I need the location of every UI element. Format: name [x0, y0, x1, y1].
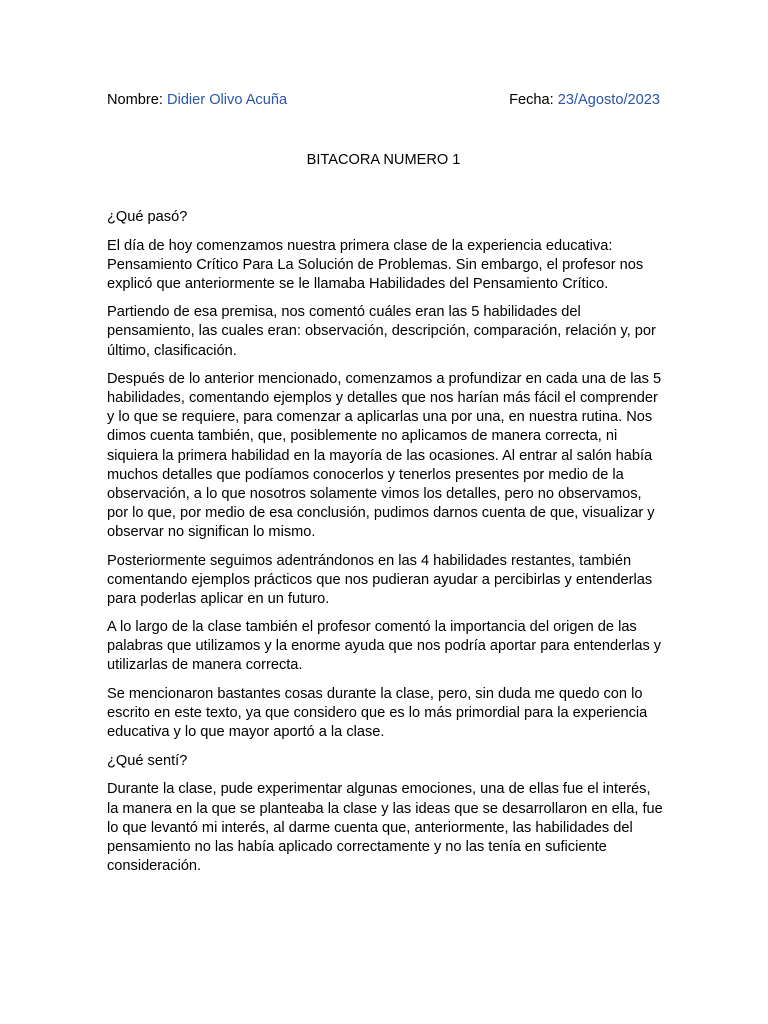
paragraph: Partiendo de esa premisa, nos comentó cuáles eran las 5 habilidades del pensamiento, las cuales eran: observación, descripción, comparación, relación y, por último, clasificación.: [107, 304, 656, 359]
paragraph: El día de hoy comenzamos nuestra primera clase de la experiencia educativa: Pensamiento Crítico Para La Solución de Problemas. Sin embargo, el profesor nos explicó que anteriormente se le llamaba Habilidades del Pensamiento Crítico.: [107, 237, 644, 292]
section-question-2: ¿Qué sentí?: [107, 752, 188, 769]
date-field: [509, 90, 660, 110]
name-field: [107, 90, 287, 110]
document-body: [107, 208, 663, 885]
date-label: Fecha:: [509, 92, 554, 108]
name-value: Didier Olivo Acuña: [167, 92, 288, 108]
paragraph: A lo largo de la clase también el profesor comentó la importancia del origen de las palabras que utilizamos y la enorme ayuda que nos podría aportar para entenderlas y utilizarlas de manera correcta.: [107, 619, 662, 674]
section-question-1: ¿Qué pasó?: [107, 209, 188, 225]
paragraph: Posteriormente seguimos adentrándonos en las 4 habilidades restantes, también comentando ejemplos prácticos que nos pudieran ayudar a percibirlas y entenderlas para poderlas aplicar en un futuro.: [107, 552, 653, 607]
paragraph: Se mencionaron bastantes cosas durante la clase, pero, sin duda me quedo con lo escrito en este texto, ya que considero que es lo más primordial para la experiencia educativa y lo que mayor aportó a la clase.: [107, 686, 648, 741]
document-header: [107, 90, 660, 112]
date-value: 23/Agosto/2023: [557, 92, 660, 108]
document-title: BITACORA NUMERO 1: [306, 152, 461, 168]
name-label: Nombre:: [107, 92, 163, 108]
paragraph: Durante la clase, pude experimentar algunas emociones, una de ellas fue el interés, la manera en la que se planteaba la clase y las ideas que se desarrollaron en ella, fue lo que levantó mi interés, al darme cuenta que, anteriormente, las habilidades del pensamiento no las había aplicado correctamente y no las tenía en suficiente consideración.: [107, 781, 663, 874]
paragraph: Después de lo anterior mencionado, comenzamos a profundizar en cada una de las 5 habilidades, comentando ejemplos y detalles que nos harían más fácil el comprender y lo que se requiere, para comenzar a aplicarlas una por una, en nuestra rutina. Nos dimos cuenta también, que, posiblemente no aplicamos de manera correcta, ni siquiera la primera habilidad en la mayoría de las ocasiones. Al entrar al salón había muchos detalles que podíamos conocerlos y tenerlos presentes por medio de la observación, a lo que nosotros solamente vimos los detalles, pero no observamos, por lo que, por medio de esa conclusión, pudimos darnos cuenta de que, visualizar y observar no significan lo mismo.: [107, 371, 662, 540]
